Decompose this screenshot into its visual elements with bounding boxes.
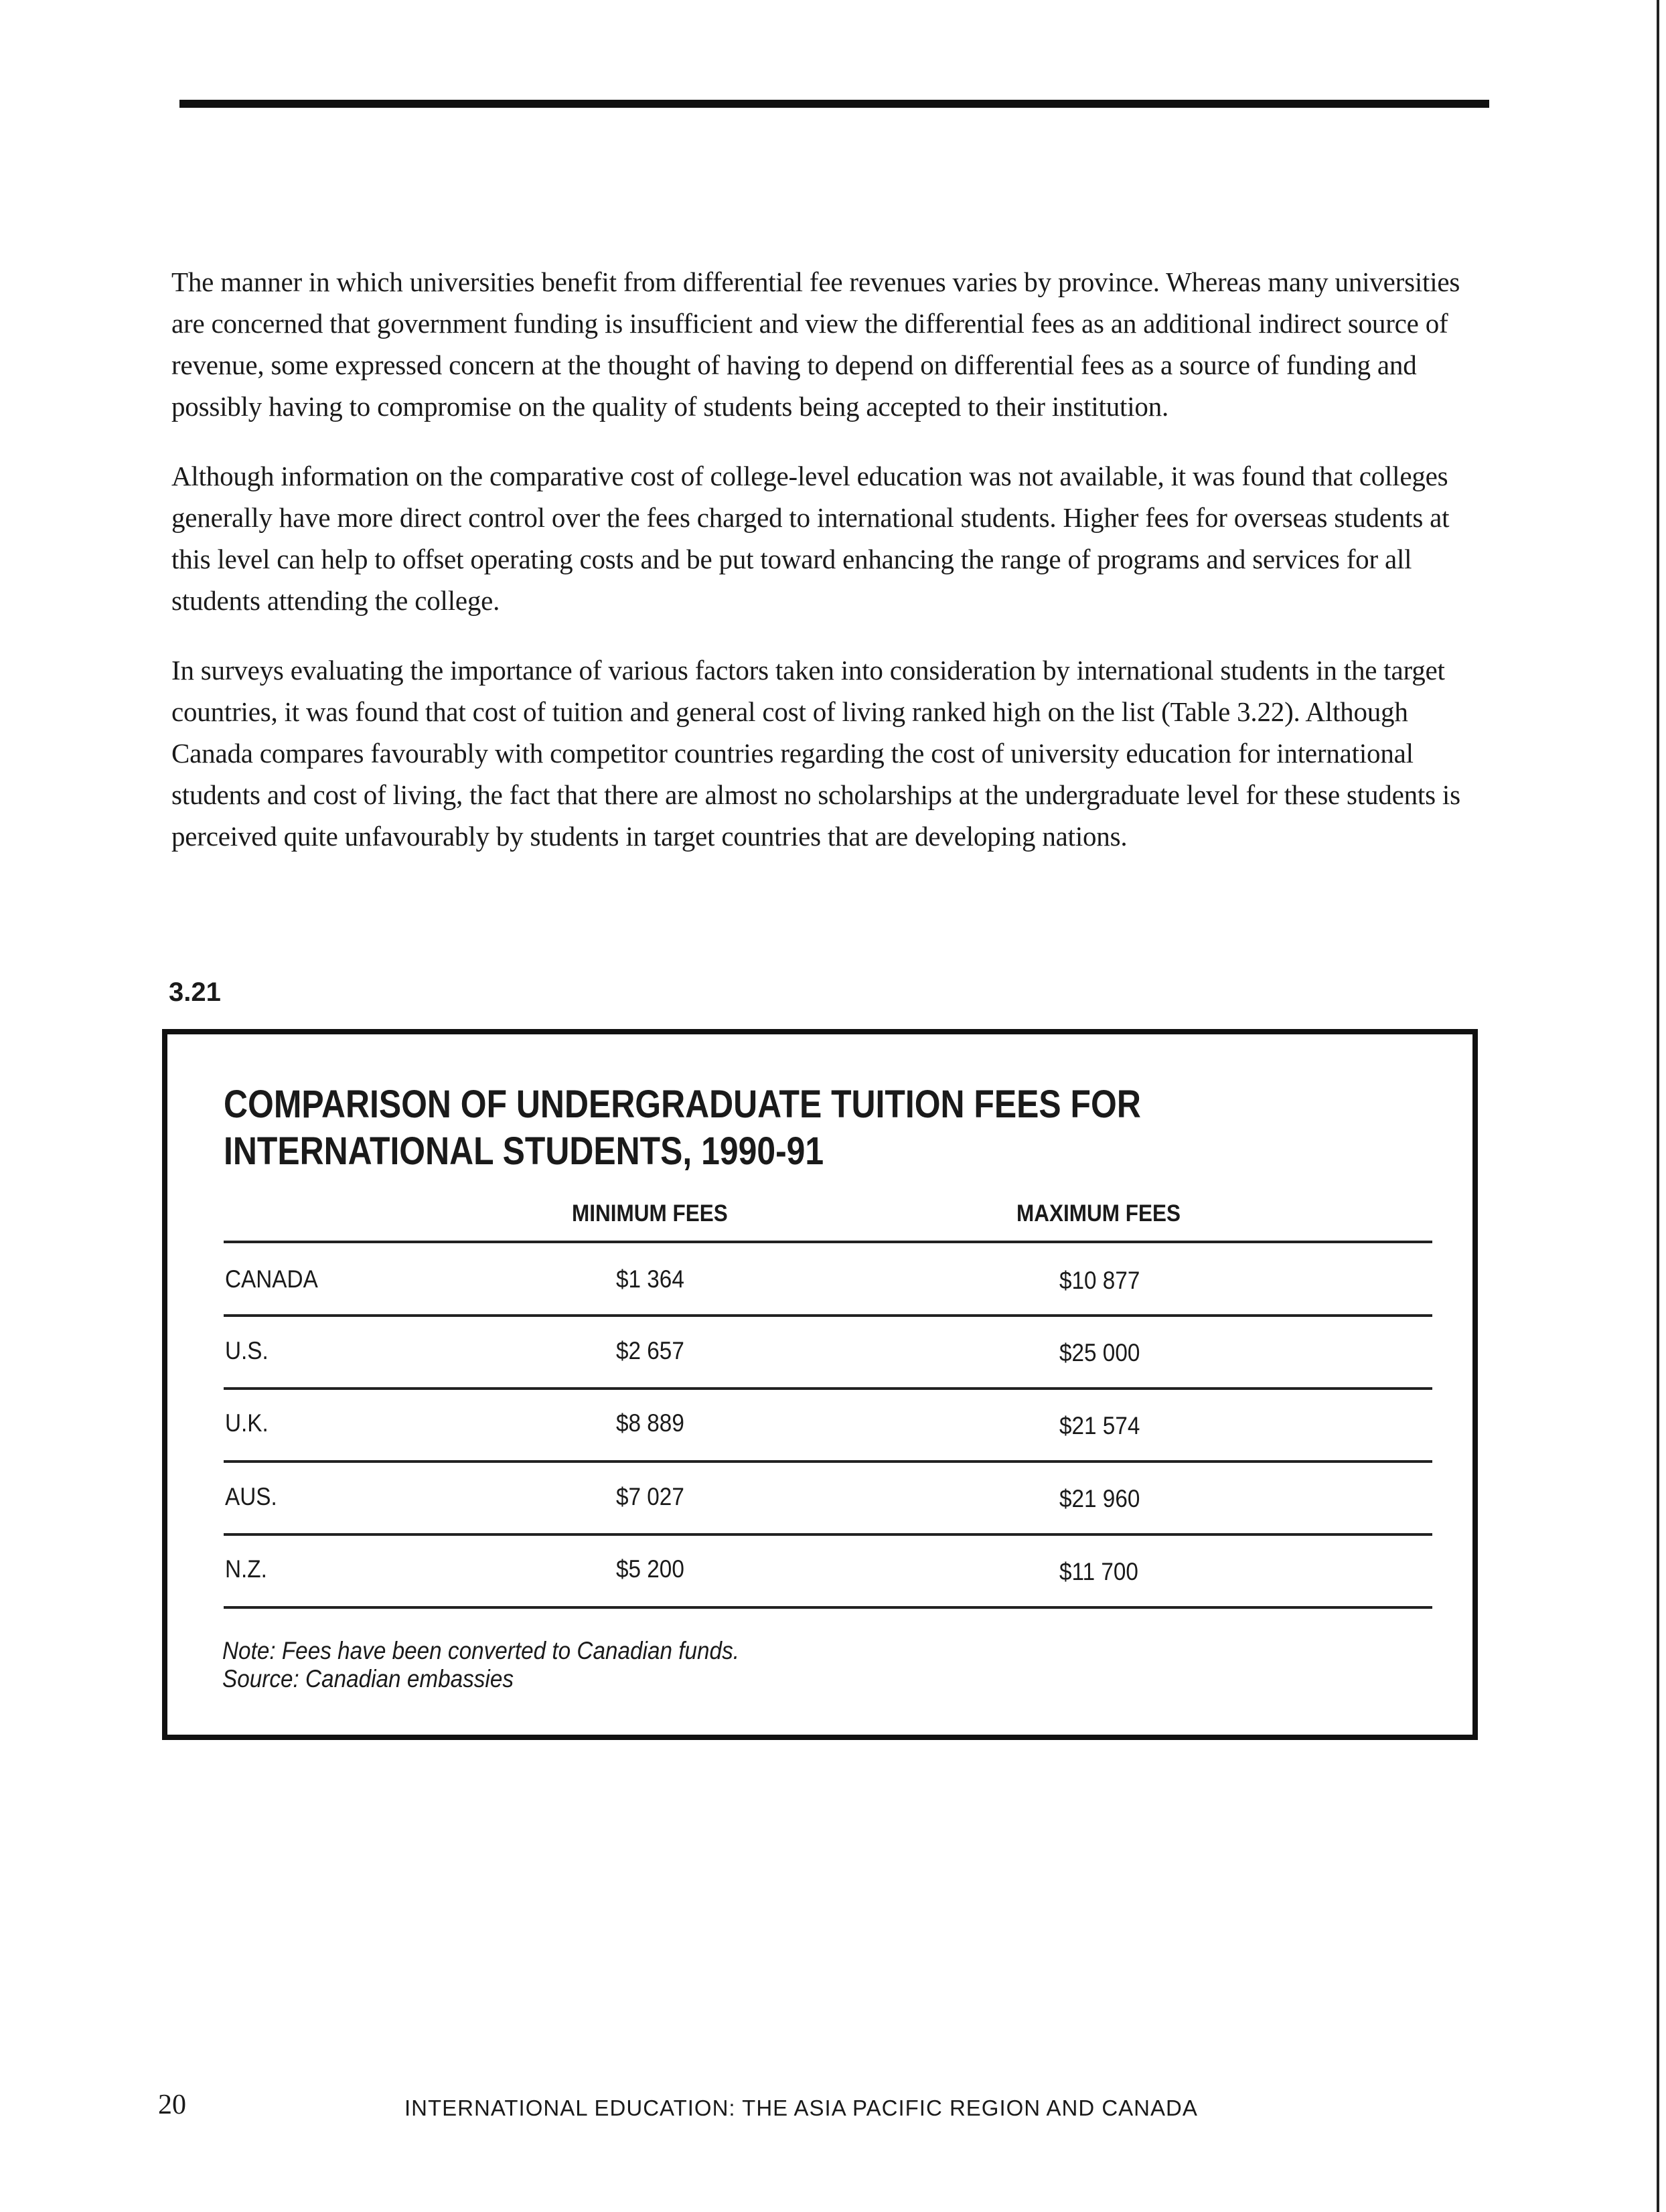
- row-divider: [224, 1533, 1432, 1536]
- min-fee-cell: $7 027: [616, 1483, 684, 1510]
- max-fee-cell: $21 574: [1059, 1412, 1140, 1439]
- table-notes: [222, 1637, 739, 1693]
- max-fee-cell: $25 000: [1059, 1339, 1140, 1366]
- paragraph-1: The manner in which universities benefit from differential fee revenues varies by province. Whereas many universities are concerned that government funding is insufficient and view the differential fees as an additional indirect source of revenue, some expressed concern at the thought of having to depend on differential fees as a source of funding and possibly having to compromise on the quality of students being accepted to their institution.: [171, 266, 1460, 422]
- page-edge-line: [1657, 0, 1659, 2212]
- body-text: [171, 261, 1484, 885]
- table-note: Note: Fees have been converted to Canadian funds.: [222, 1637, 739, 1664]
- max-fee-cell: $11 700: [1059, 1558, 1138, 1585]
- country-cell: U.S.: [225, 1337, 269, 1364]
- table-source: Source: Canadian embassies: [222, 1665, 514, 1692]
- header-divider: [224, 1241, 1432, 1243]
- fees-table: [162, 1029, 1478, 1740]
- row-divider: [224, 1387, 1432, 1390]
- country-cell: N.Z.: [225, 1555, 267, 1583]
- max-fee-cell: $21 960: [1059, 1485, 1140, 1512]
- header-rule: [179, 100, 1489, 108]
- min-fee-cell: $8 889: [616, 1409, 684, 1437]
- country-cell: AUS.: [225, 1483, 277, 1510]
- country-cell: U.K.: [225, 1409, 269, 1437]
- country-cell: CANADA: [225, 1265, 318, 1293]
- min-fee-cell: $1 364: [616, 1265, 684, 1293]
- min-fee-cell: $5 200: [616, 1555, 684, 1583]
- column-header-maximum: MAXIMUM FEES: [1016, 1200, 1181, 1227]
- paragraph-3: In surveys evaluating the importance of various factors taken into consideration by international students in the target countries, it was found that cost of tuition and general cost of living ranked high on the list (Table 3.22). Although Canada compares favourably with competitor countries regarding the cost of university education for international students and cost of living, the fact that there are almost no scholarships at the undergraduate level for these students is perceived quite unfavourably by students in target countries that are developing nations.: [171, 655, 1460, 852]
- table-number: 3.21: [169, 977, 221, 1007]
- column-header-minimum: MINIMUM FEES: [572, 1200, 728, 1227]
- row-divider: [224, 1314, 1432, 1317]
- table-title: COMPARISON OF UNDERGRADUATE TUITION FEES FOR INTERNATIONAL STUDENTS, 1990-91: [224, 1083, 1141, 1173]
- paragraph-2: Although information on the comparative cost of college-level education was not available, it was found that colleges generally have more direct control over the fees charged to international students. Higher fees for overseas students at this level can help to offset operating costs and be put toward enhancing the range of programs and services for all students attending the college.: [171, 461, 1450, 616]
- running-footer: INTERNATIONAL EDUCATION: THE ASIA PACIFIC REGION AND CANADA: [404, 2096, 1198, 2120]
- min-fee-cell: $2 657: [616, 1337, 684, 1364]
- row-divider: [224, 1460, 1432, 1463]
- max-fee-cell: $10 877: [1059, 1267, 1140, 1294]
- page-number: 20: [158, 2089, 186, 2120]
- table-bottom-rule: [224, 1606, 1432, 1609]
